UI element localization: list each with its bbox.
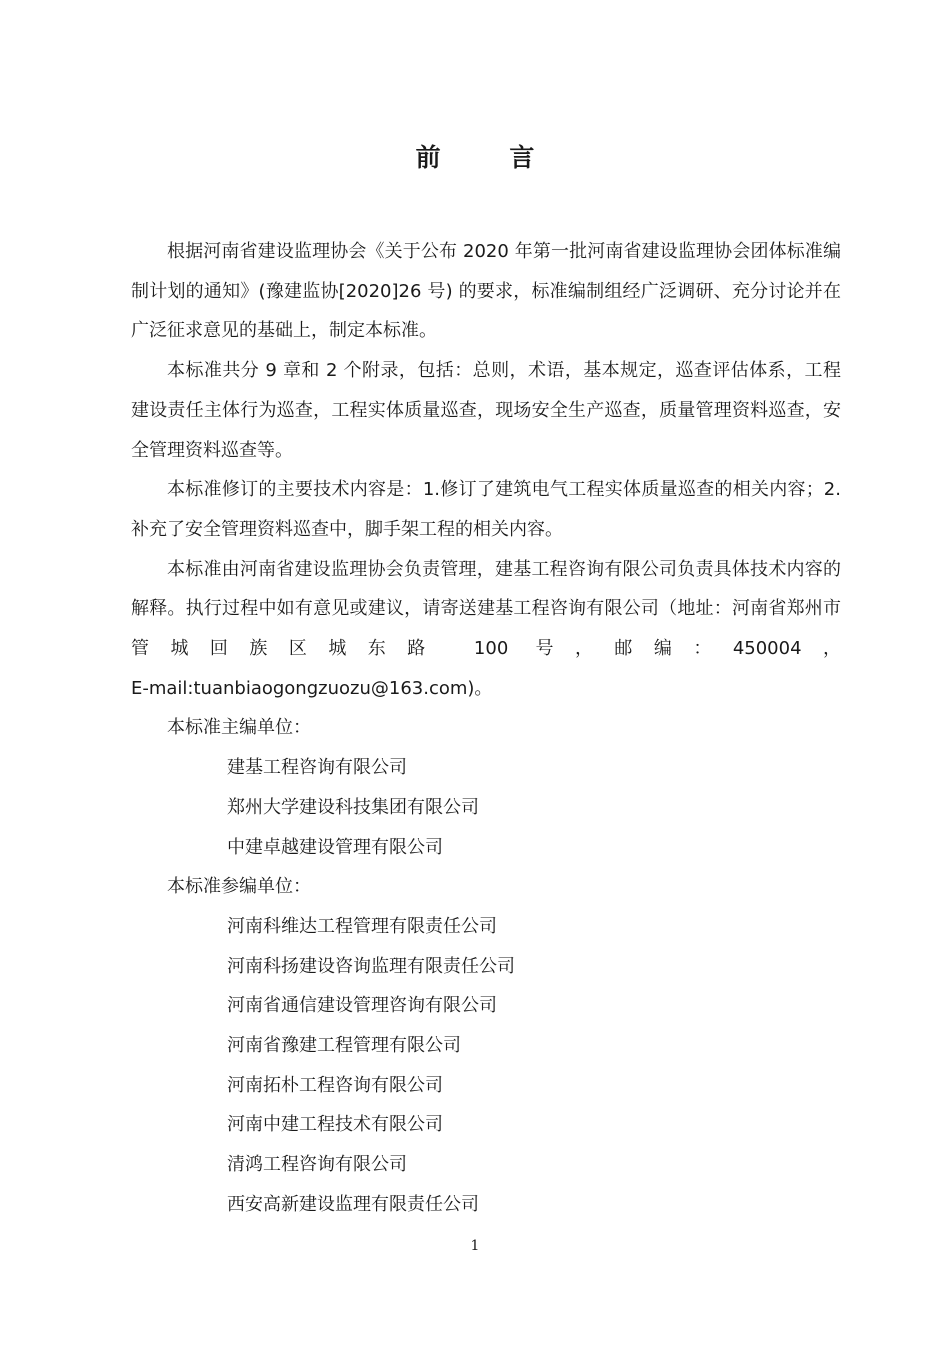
paragraph-revisions: 本标准修订的主要技术内容是：1.修订了建筑电气工程实体质量巡查的相关内容；2.补充了安全管理资料巡查中，脚手架工程的相关内容。 <box>131 479 841 540</box>
paragraph-management-email: E-mail:tuanbiaogongzuozu@163.com)。 <box>131 677 493 699</box>
chief-unit: 中建卓越建设管理有限公司 <box>227 836 443 858</box>
document-body <box>131 232 841 1225</box>
participating-unit: 河南中建工程技术有限公司 <box>227 1114 443 1136</box>
paragraph-structure: 本标准共分 9 章和 2 个附录，包括：总则，术语，基本规定，巡查评估体系，工程建设责任主体行为巡查，工程实体质量巡查，现场安全生产巡查，质量管理资料巡查，安全管理资料巡查等。 <box>131 360 841 461</box>
participating-unit: 河南拓朴工程咨询有限公司 <box>227 1074 443 1096</box>
page-number: 1 <box>470 1238 480 1254</box>
participating-unit: 河南科扬建设咨询监理有限责任公司 <box>227 955 515 977</box>
participating-units-label: 本标准参编单位： <box>167 876 311 898</box>
chief-units-label: 本标准主编单位： <box>167 717 311 739</box>
chief-unit: 郑州大学建设科技集团有限公司 <box>227 796 479 818</box>
participating-unit: 河南省豫建工程管理有限公司 <box>227 1035 461 1057</box>
paragraph-management: 本标准由河南省建设监理协会负责管理，建基工程咨询有限公司负责具体技术内容的解释。执行过程中如有意见或建议，请寄送建基工程咨询有限公司（地址：河南省郑州市管城回族区城东路 100 号，邮编：450004， <box>131 558 841 660</box>
chief-unit: 建基工程咨询有限公司 <box>227 757 407 779</box>
page-title: 前 言 <box>415 143 565 172</box>
participating-unit: 西安高新建设监理有限责任公司 <box>227 1193 479 1215</box>
participating-unit: 清鸿工程咨询有限公司 <box>227 1154 407 1176</box>
participating-unit: 河南省通信建设管理咨询有限公司 <box>227 995 497 1017</box>
paragraph-basis: 根据河南省建设监理协会《关于公布 2020 年第一批河南省建设监理协会团体标准编制计划的通知》(豫建监协[2020]26 号) 的要求，标准编制组经广泛调研、充分讨论并在广泛征求意见的基础上，制定本标准。 <box>131 241 841 342</box>
participating-unit: 河南科维达工程管理有限责任公司 <box>227 915 497 937</box>
